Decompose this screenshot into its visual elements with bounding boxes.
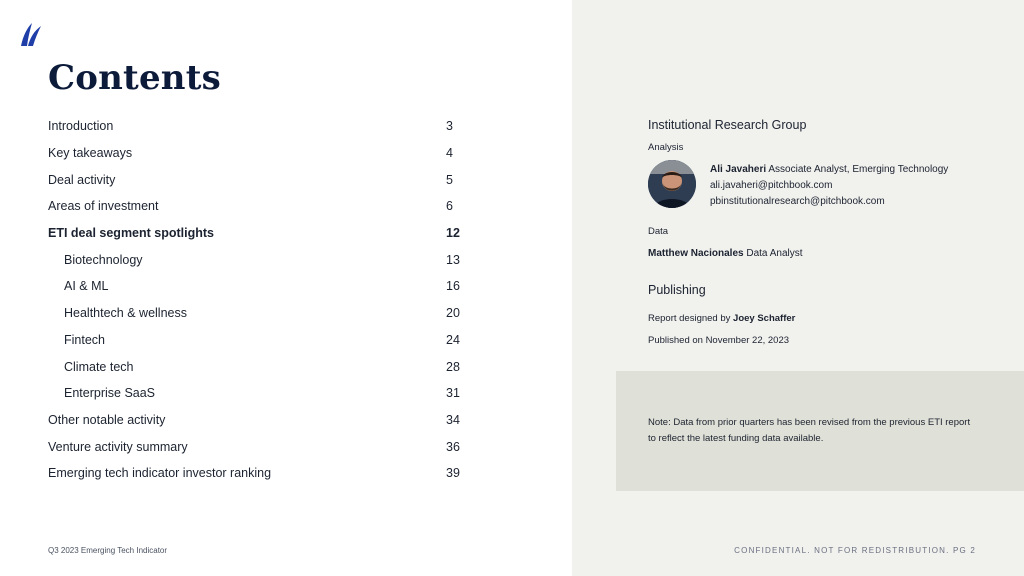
toc-item-label: AI & ML — [64, 279, 109, 294]
toc-item[interactable] — [48, 113, 468, 140]
toc-item-page: 36 — [446, 439, 460, 454]
footer-report-name: Q3 2023 Emerging Tech Indicator — [48, 546, 168, 555]
publishing-title: Publishing — [648, 283, 706, 297]
toc-item-label: Key takeaways — [48, 146, 133, 161]
toc-item-page: 24 — [446, 332, 460, 347]
note-box — [616, 371, 1024, 491]
toc-item-label: Areas of investment — [48, 199, 159, 214]
table-of-contents — [48, 113, 468, 487]
analyst-info — [710, 162, 948, 210]
designed-prefix: Report designed by — [648, 313, 731, 324]
toc-item-page: 3 — [446, 119, 453, 134]
page-title: Contents — [48, 58, 221, 98]
analyst-name: Ali Javaheri — [710, 164, 767, 175]
toc-item-label: Emerging tech indicator investor ranking — [48, 466, 272, 481]
toc-item[interactable] — [48, 166, 468, 193]
toc-item[interactable] — [48, 193, 468, 220]
pitchbook-sail-logo-icon — [18, 20, 44, 48]
toc-item-label: Healthtech & wellness — [64, 306, 187, 321]
research-group-title: Institutional Research Group — [648, 118, 807, 132]
toc-item-label: Deal activity — [48, 172, 116, 187]
analyst-email[interactable]: ali.javaheri@pitchbook.com — [710, 180, 833, 191]
toc-item[interactable] — [48, 300, 468, 327]
toc-item[interactable] — [48, 460, 468, 487]
toc-item-label: Introduction — [48, 119, 114, 134]
footer-confidential: CONFIDENTIAL. NOT FOR REDISTRIBUTION. PG 2 — [734, 546, 976, 555]
toc-item-label: Venture activity summary — [48, 439, 188, 454]
data-label: Data — [648, 226, 669, 237]
analysis-label: Analysis — [648, 142, 684, 153]
toc-item-page: 6 — [446, 199, 453, 214]
data-analyst-role: Data Analyst — [746, 248, 803, 259]
toc-item-label: Biotechnology — [64, 252, 143, 267]
data-analyst-name: Matthew Nacionales — [648, 248, 744, 259]
toc-item[interactable] — [48, 380, 468, 407]
toc-item[interactable] — [48, 407, 468, 434]
analyst-role: Associate Analyst, Emerging Technology — [768, 164, 949, 175]
toc-item-label: Enterprise SaaS — [64, 386, 156, 401]
toc-item-page: 13 — [446, 252, 460, 267]
toc-item[interactable] — [48, 433, 468, 460]
report-designer — [648, 313, 795, 324]
toc-item-page: 20 — [446, 306, 460, 321]
toc-item[interactable] — [48, 140, 468, 167]
avatar — [648, 160, 696, 208]
toc-item-label: Fintech — [64, 332, 105, 347]
toc-item-label: Climate tech — [64, 359, 134, 374]
toc-item-page: 5 — [446, 172, 453, 187]
team-email[interactable]: pbinstitutionalresearch@pitchbook.com — [710, 196, 885, 207]
toc-item-label: ETI deal segment spotlights — [48, 226, 214, 241]
toc-item-page: 12 — [446, 226, 460, 241]
designer-name: Joey Schaffer — [733, 313, 796, 324]
note-text: Note: Data from prior quarters has been revised from the previous ETI report to reflect the latest funding data available. — [648, 417, 971, 444]
toc-item[interactable] — [48, 220, 468, 247]
data-analyst-info — [648, 248, 803, 259]
toc-item-page: 39 — [446, 466, 460, 481]
toc-item-label: Other notable activity — [48, 412, 166, 427]
published-date: Published on November 22, 2023 — [648, 335, 790, 346]
toc-item[interactable] — [48, 246, 468, 273]
analyst-photo-icon — [648, 160, 696, 208]
toc-item-page: 34 — [446, 412, 460, 427]
toc-item-page: 4 — [446, 146, 453, 161]
toc-item-page: 28 — [446, 359, 460, 374]
toc-item-page: 16 — [446, 279, 460, 294]
toc-item-page: 31 — [446, 386, 460, 401]
toc-item[interactable] — [48, 327, 468, 354]
toc-item[interactable] — [48, 353, 468, 380]
toc-item[interactable] — [48, 273, 468, 300]
